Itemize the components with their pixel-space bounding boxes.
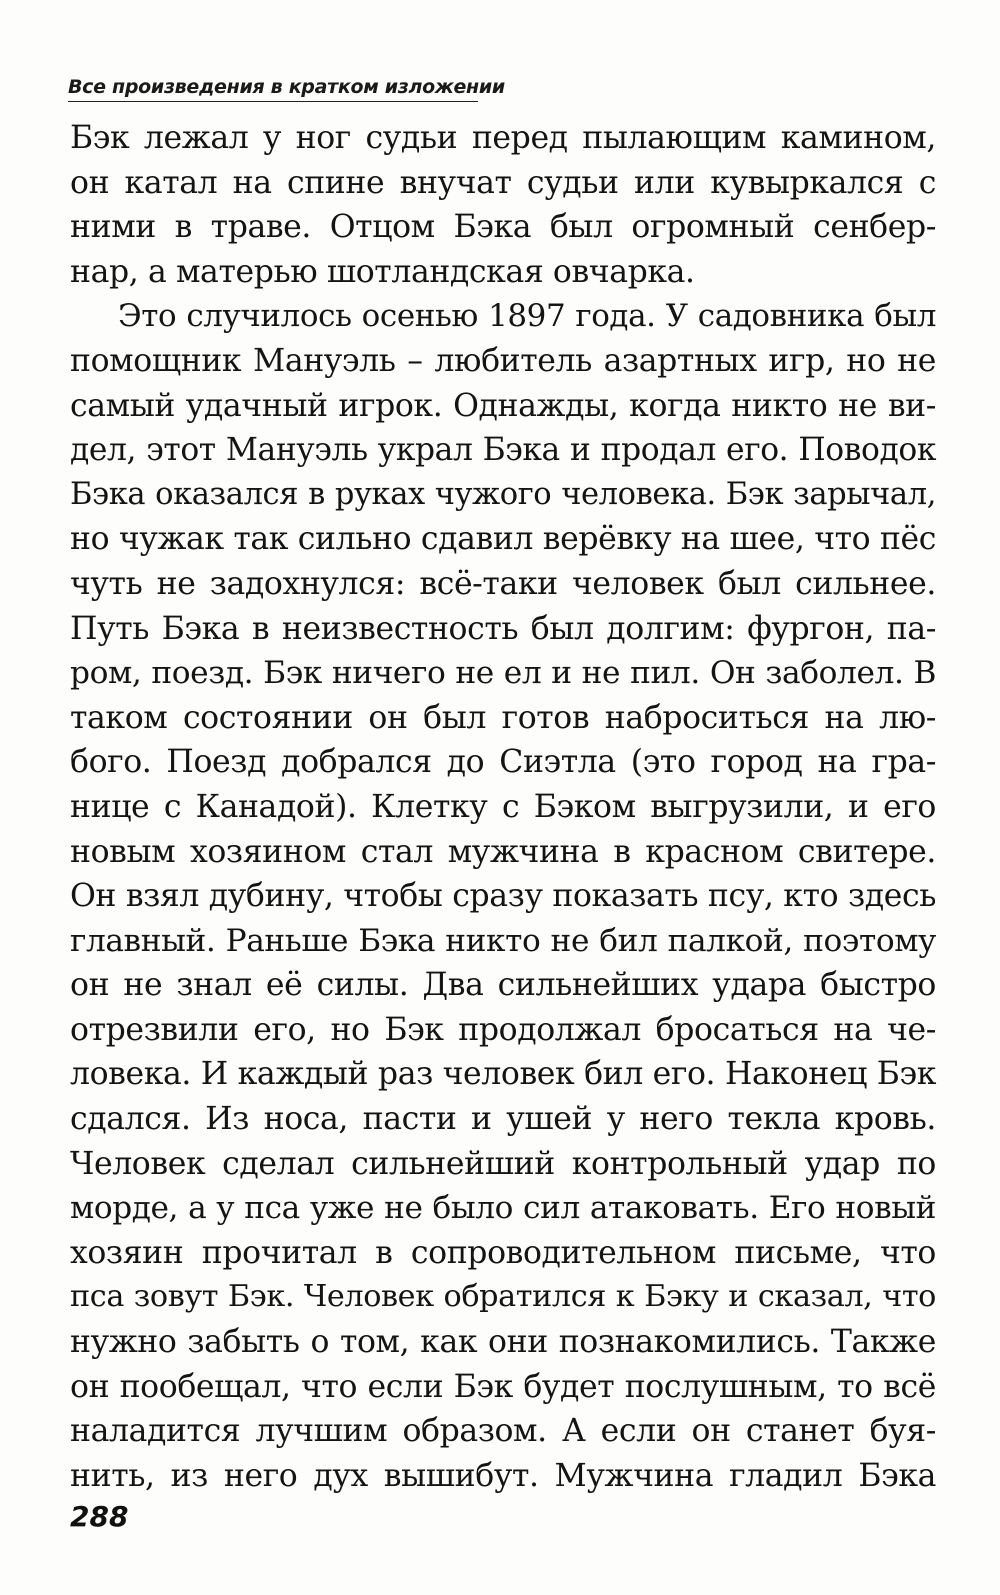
text-line: морде, а у пса уже не было сил атаковать. Его новый	[70, 1190, 936, 1227]
text-line: ром, поезд. Бэк ничего не ел и не пил. Он заболел. В	[70, 655, 936, 692]
text-line: хозяин прочитал в сопроводительном письме, что	[70, 1234, 936, 1271]
page-number: 288	[70, 1500, 129, 1533]
text-line: но чужак так сильно сдавил верёвку на шее, что пёс	[70, 521, 936, 558]
text-line: отрезвили его, но Бэк продолжал бросаться на че-	[70, 1011, 936, 1048]
text-line: сдался. Из носа, пасти и ушей у него текла кровь.	[70, 1101, 936, 1138]
text-line: он катал на спине внучат судьи или кувыркался с	[70, 164, 936, 201]
text-line: он не знал её силы. Два сильнейших удара быстро	[70, 967, 936, 1004]
text-line: Бэк лежал у ног судьи перед пылающим камином,	[70, 120, 936, 156]
text-line: Он взял дубину, чтобы сразу показать псу, кто здесь	[70, 878, 936, 915]
text-line: таком состоянии он был готов наброситься на лю-	[70, 699, 936, 736]
text-line: нар, а матерью шотландская овчарка.	[70, 253, 695, 290]
running-header: Все произведения в кратком изложении	[68, 76, 478, 102]
text-line: дел, этот Мануэль украл Бэка и продал его. Поводок	[70, 432, 936, 469]
text-line: нице с Канадой). Клетку с Бэком выгрузили, и его	[70, 788, 936, 825]
paragraph-start-line: Это случилось осенью 1897 года. У садовника был	[118, 298, 936, 335]
text-line: нить, из него дух вышибут. Мужчина гладил Бэка	[70, 1457, 936, 1494]
text-line: пса зовут Бэк. Человек обратился к Бэку и сказал, что	[70, 1279, 936, 1315]
text-line: помощник Мануэль – любитель азартных игр, но не	[70, 342, 936, 379]
text-line: главный. Раньше Бэка никто не бил палкой, поэтому	[70, 922, 936, 959]
text-line: Бэка оказался в руках чужого человека. Бэк зарычал,	[70, 476, 936, 512]
body-text	[70, 116, 936, 1498]
text-line: Человек сделал сильнейший контрольный удар по	[70, 1145, 936, 1182]
text-line: самый удачный игрок. Однажды, когда никто не ви-	[70, 387, 936, 424]
text-line: бого. Поезд добрался до Сиэтла (это город на гра-	[70, 744, 936, 781]
text-line: наладится лучшим образом. А если он станет буя-	[70, 1413, 936, 1450]
text-line: он пообещал, что если Бэк будет послушным, то всё	[70, 1368, 936, 1405]
text-line: Путь Бэка в неизвестность был долгим: фургон, па-	[70, 610, 936, 647]
text-line: нужно забыть о том, как они познакомились. Также	[70, 1324, 936, 1361]
text-line: новым хозяином стал мужчина в красном свитере.	[70, 833, 936, 870]
text-line: ними в траве. Отцом Бэка был огромный сенбер-	[70, 209, 936, 246]
text-line: чуть не задохнулся: всё-таки человек был сильнее.	[70, 565, 936, 602]
text-line: ловека. И каждый раз человек бил его. Наконец Бэк	[70, 1056, 936, 1093]
